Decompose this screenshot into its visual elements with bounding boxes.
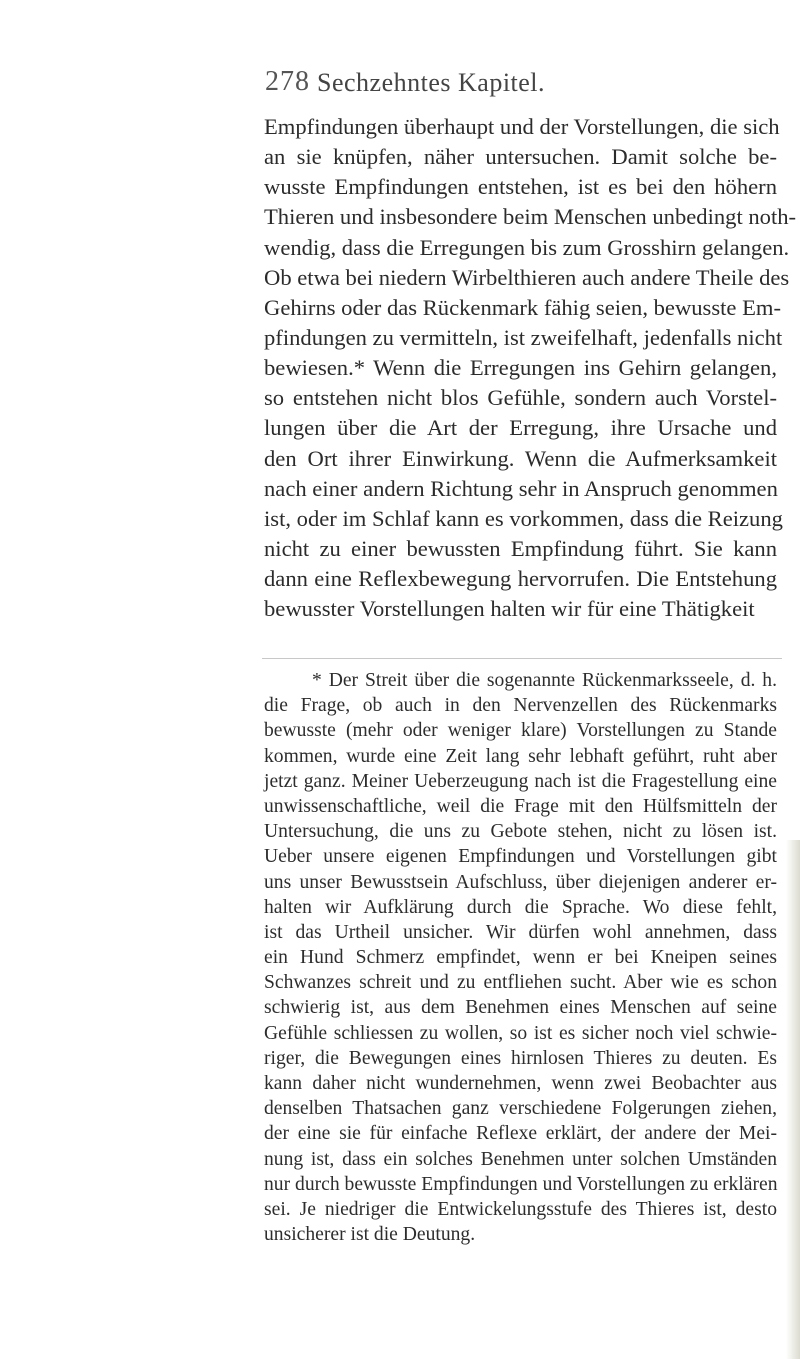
running-head [265,66,785,102]
body-line: bewiesen.* Wenn die Erregungen ins Gehirn gelangen, [264,355,777,381]
footnote-line: * Der Streit über die sogenannte Rückenmarksseele, d. h. [312,670,777,691]
footnote-line: ist das Urtheil unsicher. Wir dürfen wohl annehmen, dass [264,921,777,943]
footnote-line: Schwanzes schreit und zu entfliehen sucht. Aber wie es schon [264,972,777,994]
footnote-line: halten wir Aufklärung durch die Sprache. Wo diese fehlt, [264,896,777,918]
footnote-line: ein Hund Schmerz empfindet, wenn er bei Kneipen seines [264,947,777,969]
body-line: wusste Empfindungen entstehen, ist es bei den höhern [264,174,777,200]
body-line: Thieren und insbesondere beim Menschen unbedingt noth- [264,204,797,230]
body-text [264,112,797,624]
body-line: an sie knüpfen, näher untersuchen. Damit solche be- [264,144,777,170]
footnote-line: schwierig ist, aus dem Benehmen eines Menschen auf seine [264,997,777,1019]
body-line: so entstehen nicht blos Gefühle, sondern auch Vorstel- [264,385,777,411]
body-line: ist, oder im Schlaf kann es vorkommen, dass die Reizung [264,505,783,531]
footnote-line: Gefühle schliessen zu wollen, so ist es sicher noch viel schwie- [264,1022,777,1044]
page-edge-shadow [786,840,800,1359]
footnote [264,668,777,1247]
footnote-line: jetzt ganz. Meiner Ueberzeugung nach ist die Fragestellung eine [264,770,777,792]
footnote-line: nur durch bewusste Empfindungen und Vorstellungen zu erklären [264,1173,778,1195]
footnote-line: kann daher nicht wundernehmen, wenn zwei Beobachter aus [264,1073,777,1094]
footnote-line: riger, die Bewegungen eines hirnlosen Thieres zu deuten. Es [264,1047,777,1069]
footnote-line: kommen, wurde eine Zeit lang sehr lebhaft geführt, ruht aber [264,745,777,767]
chapter-title: Sechzehntes Kapitel. [317,68,546,97]
body-line: Empfindungen überhaupt und der Vorstellungen, die sich [264,114,780,139]
footnote-line: denselben Thatsachen ganz verschiedene Folgerungen ziehen, [264,1098,777,1120]
body-line: Ob etwa bei niedern Wirbelthieren auch andere Theile des [264,264,790,290]
footnote-line: bewusste (mehr oder weniger klare) Vorstellungen zu Stande [264,720,777,742]
footnote-line: unwissenschaftliche, weil die Frage mit den Hülfsmitteln der [264,795,777,817]
body-line: lungen über die Art der Erregung, ihre Ursache und [264,415,777,441]
footnote-line: nung ist, dass ein solches Benehmen unter solchen Umständen [264,1148,777,1170]
footnote-line: der eine sie für einfache Reflexe erklärt, der andere der Mei- [264,1123,777,1145]
body-line: Gehirns oder das Rückenmark fähig seien, bewusste Em- [264,294,781,320]
footnote-line: die Frage, ob auch in den Nervenzellen des Rückenmarks [264,695,777,717]
footnote-line: uns unser Bewusstsein Aufschluss, über diejenigen anderer er- [264,871,777,893]
page-number: 278 [265,66,310,97]
body-line: den Ort ihrer Einwirkung. Wenn die Aufmerksamkeit [264,445,777,471]
body-line: pfindungen zu vermitteln, ist zweifelhaft, jedenfalls nicht [264,324,783,350]
footnote-line: Ueber unsere eigenen Empfindungen und Vorstellungen gibt [264,846,777,868]
footnote-divider [262,658,782,659]
footnote-line: Untersuchung, die uns zu Gebote stehen, nicht zu lösen ist. [264,821,777,843]
body-line: bewusster Vorstellungen halten wir für eine Thätigkeit [264,596,755,622]
body-line: nach einer andern Richtung sehr in Anspruch genommen [264,475,778,501]
footnote-line: unsicherer ist die Deutung. [264,1224,476,1246]
footnote-line: sei. Je niedriger die Entwickelungsstufe des Thieres ist, desto [264,1198,777,1220]
body-line: nicht zu einer bewussten Empfindung führt. Sie kann [264,535,777,561]
body-line: wendig, dass die Erregungen bis zum Grosshirn gelangen. [264,234,790,260]
body-line: dann eine Reflexbewegung hervorrufen. Die Entstehung [264,566,777,592]
